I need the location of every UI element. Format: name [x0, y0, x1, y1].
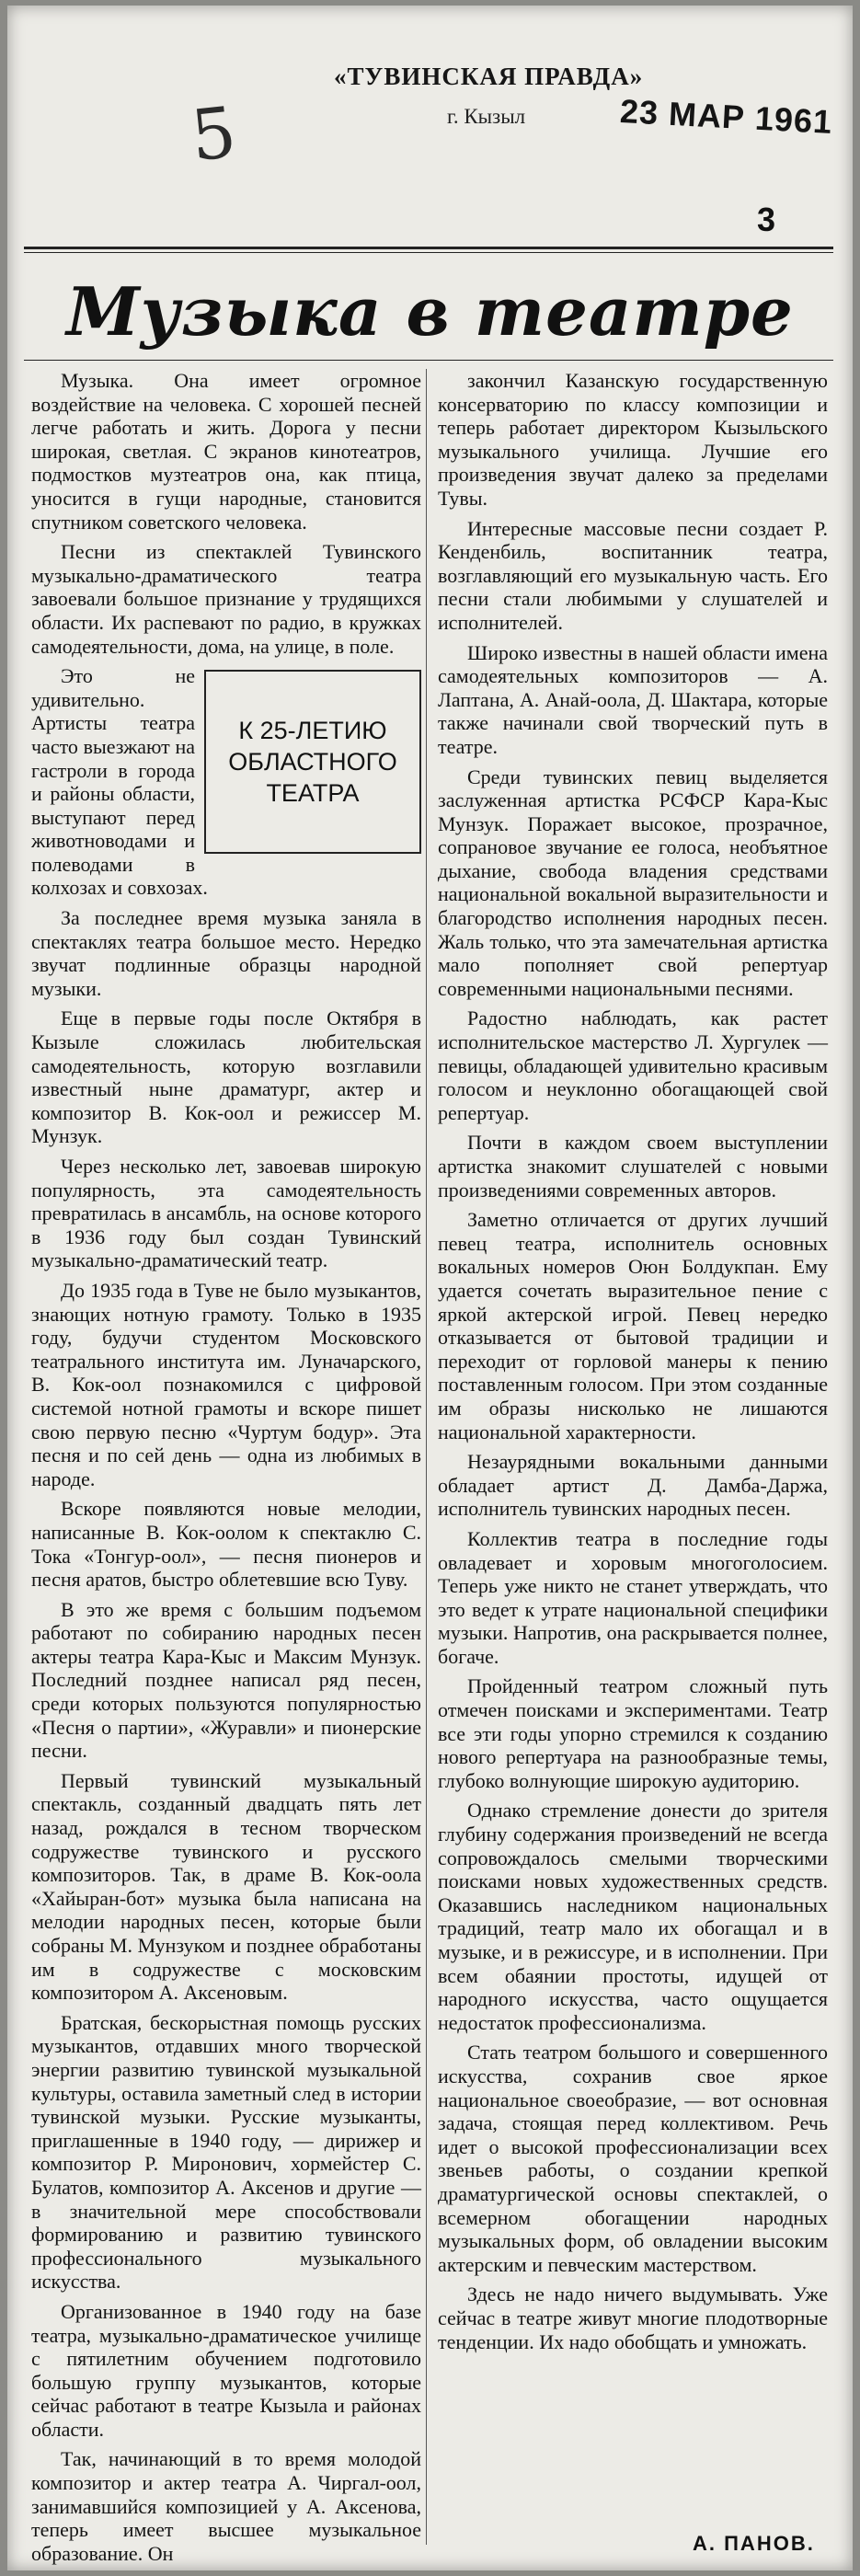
- newspaper-name: «ТУВИНСКАЯ ПРАВДА»: [334, 63, 644, 90]
- article-paragraph: Вскоре появляются новые мелодии, написанные В. Кок-оолом к спектаклю С. Тока «Тонгур-оол», — песня пионеров и песня аратов, быстро облетевшие всю Туву.: [31, 1497, 421, 1592]
- article-paragraph: Незаурядными вокальными данными обладает артист Д. Дамба-Даржа, исполнитель тувинских народных песен.: [438, 1450, 828, 1521]
- article-paragraph: Пройденный театром сложный путь отмечен поисками и экспериментами. Театр все эти годы упорно стремился к созданию нового репертуара на разнообразные темы, глубоко волнующие широкую аудиторию.: [438, 1674, 828, 1792]
- page-number: 3: [757, 201, 776, 238]
- article-paragraph: Интересные массовые песни создает Р. Кенденбиль, воспитанник театра, возглавляющий его музыкальную часть. Его песни стали любимыми у слушателей и исполнителей.: [438, 516, 828, 634]
- article-paragraph: Однако стремление донести до зрителя глубину содержания произведений не всегда сопровождалось смелыми творческими поисками новых художественных средств. Оказавшись наследником национальных традиций, театр мало их обогащал и в музыке, и в режиссуре, и в исполнении. При всем обаянии простоты, идущей от народного искусства, часто ощущается недостаток профессионализма.: [438, 1799, 828, 2034]
- date-stamp: 23 МАР 1961: [619, 91, 834, 142]
- article-paragraph: Так, начинающий в то время молодой композитор и актер театра А. Чиргал-оол, занимавшийся композицией у А. Аксенова, теперь имеет высшее музыкальное образование. Он: [31, 2447, 421, 2565]
- header-rule-thin: [24, 252, 833, 253]
- article-paragraph: Еще в первые годы после Октября в Кызыле сложилась любительская самодеятельность, которую возглавили известный ныне драматург, актер и композитор В. Кок-оол и режиссер М. Мунзук.: [31, 1006, 421, 1148]
- newspaper-clipping: [7, 6, 853, 2570]
- article-title: Музыка в театре: [66, 272, 794, 351]
- anniversary-box-label: К 25-ЛЕТИЮ ОБЛАСТНОГО ТЕАТРА: [228, 717, 397, 808]
- article-paragraph: Первый тувинский музыкальный спектакль, созданный двадцать пять лет назад, рождался в тесном творческом содружестве тувинского и русского композиторов. Так, в драме В. Кок-оола «Хайыран-бот» музыка была написана на мелодии народных песен, которые были собраны М. Мунзуком и позднее обработаны им в содружестве с московским композитором А. Аксеновым.: [31, 1768, 421, 2005]
- article-paragraph: За последнее время музыка заняла в спектаклях театра большое место. Нередко звучат подлинные образцы народной музыки.: [31, 906, 421, 1000]
- article-paragraph: Коллектив театра в последние годы овладевает и хоровым многоголосием. Теперь уже никто не станет утверждать, что это ведет к утрате национальной специфики музыки. Напротив, она раскрывается полнее, богаче.: [438, 1526, 828, 1668]
- article-paragraph: Стать театром большого и совершенного искусства, сохранив свое яркое национальное своеобразие, — вот основная задача, стоящая перед коллективом. Речь идет о высокой профессионализации всех звеньев работы, о создании крепкой драматургической основы спектаклей, о всемерном обогащении народных музыкальных форм, об овладении высоким актерским и певческим мастерством.: [438, 2041, 828, 2276]
- article-paragraph: Через несколько лет, завоевав широкую популярность, эта самодеятельность превратилась в ансамбль, на основе которого в 1936 году был создан Тувинский музыкально-драматический театр.: [31, 1155, 421, 1272]
- column-divider: [426, 369, 427, 2545]
- article-paragraph: Широко известны в нашей области имена самодеятельных композиторов — А. Лаптана, А. Анай-оола, Д. Шактара, которые также начинали свой творческий путь в театре.: [438, 640, 828, 758]
- city-label: г. Кызыл: [447, 105, 526, 128]
- article-paragraph: Организованное в 1940 году на базе театра, музыкально-драматическое училище с пятилетним обучением подготовило большую группу музыкантов, которые сейчас работают в театре Кызыла и районах области.: [31, 2299, 421, 2441]
- article-paragraph: Заметно отличается от других лучший певец театра, исполнитель основных вокальных номеров Оюн Болдукпан. Ему удается сочетать выразительное пение с яркой актерской игрой. Певец нередко отказывается от бытовой традиции и переходит от горловой манеры к пению поставленным голосом. При этом созданные им образы нисколько не лишаются национальной характерности.: [438, 1208, 828, 1443]
- article-paragraph: закончил Казанскую государственную консерваторию по классу композиции и теперь работает директором Кызыльского музыкального училища. Лучшие его произведения звучат далеко за пределами Тувы.: [438, 369, 828, 510]
- article-column-right: [438, 369, 828, 2513]
- article-paragraph: Радостно наблюдать, как растет исполнительское мастерство Л. Хургулек — певицы, обладающей удивительно красивым голосом и неуклонно обогащающей свой репертуар.: [438, 1006, 828, 1124]
- article-paragraph: До 1935 года в Туве не было музыкантов, знающих нотную грамоту. Только в 1935 году, будучи студентом Московского театрального института им. Луначарского, В. Кок-оол познакомился с цифровой системой нотной грамоты и вскоре пишет свою первую песню «Чуртум бодур». Эта песня и по сей день — одна из любимых в народе.: [31, 1278, 421, 1490]
- article-paragraph: Песни из спектаклей Тувинского музыкально-драматического театра завоевали большое признание у трудящихся области. Их распевают по радио, в кружках самодеятельности, дома, на улице, в поле.: [31, 540, 421, 658]
- title-rule: [24, 360, 833, 361]
- article-paragraph: Это не удивительно. Артисты театра часто выезжают на гастроли в города и районы области, выступают перед животноводами и полеводами в колхозах и совхозах.: [31, 664, 208, 900]
- article-paragraph: Здесь не надо ничего выдумывать. Уже сейчас в театре живут многие плодотворные тенденции. Их надо обобщать и умножать.: [438, 2283, 828, 2353]
- article-column-left: [31, 369, 421, 2565]
- author-signature: А. ПАНОВ.: [693, 2532, 815, 2555]
- article-paragraph: Среди тувинских певиц выделяется заслуженная артистка РСФСР Кара-Кыс Мунзук. Поражает высокое, прозрачное, сопрановое звучание ее голоса, необъятное дыхание, свобода владения средствами национальной вокальной выразительности и благородство исполнения народных песен. Жаль только, что эта замечательная артистка мало пополняет свой репертуар современными национальными песнями.: [438, 765, 828, 1000]
- anniversary-box: [204, 670, 421, 854]
- header-rule: [24, 247, 833, 249]
- handwritten-number: 5: [187, 90, 240, 178]
- article-paragraph: В это же время с большим подъемом работают по собиранию народных песен актеры театра Кара-Кыс и Максим Мунзук. Последний позднее написал ряд песен, среди которых пользуются популярностью «Песня о партии», «Журавли» и пионерские песни.: [31, 1597, 421, 1763]
- article-paragraph: Почти в каждом своем выступлении артистка знакомит слушателей с новыми произведениями современных авторов.: [438, 1131, 828, 1202]
- article-paragraph: Братская, бескорыстная помощь русских музыкантов, отдавших много творческой энергии развитию тувинской музыкальной культуры, оставила заметный след в истории тувинской музыки. Русские музыканты, приглашенные в 1940 году, — дирижер и композитор Р. Миронович, хормейстер С. Булатов, композитор А. Аксенов и другие — в значительной мере способствовали формированию и развитию тувинского профессионального музыкального искусства.: [31, 2010, 421, 2294]
- article-paragraph: Музыка. Она имеет огромное воздействие на человека. С хорошей песней легче работать и жить. Дорога у песни широкая, светлая. С экранов кинотеатров, подмостков музтеатров она, как птица, уносится в гущи народные, становится спутником советского человека.: [31, 369, 421, 534]
